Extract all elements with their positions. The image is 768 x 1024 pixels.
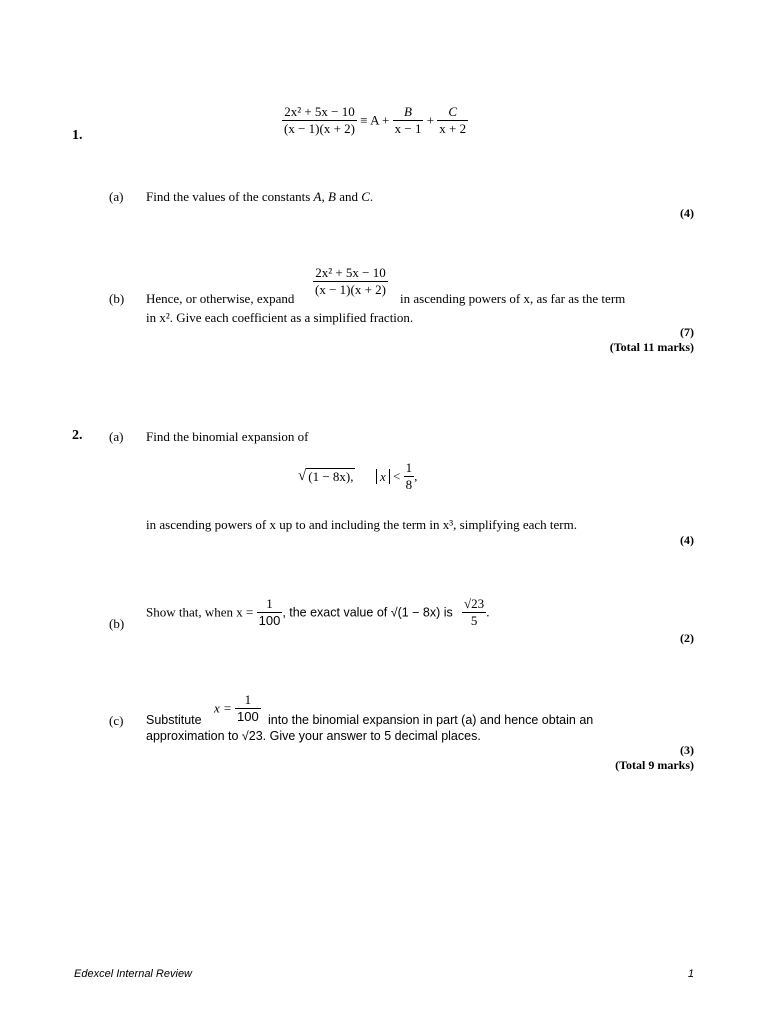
equiv-symbol: ≡ A + <box>360 112 390 128</box>
part-label: (b) <box>109 616 125 631</box>
part-b-line: Show that, when x = $\frac{1}{100}$ , the exact value of √(1 − 8x) is $\frac{√23}{5}$ . <box>146 596 490 628</box>
part-b-text-2: in ascending powers of x, as far as the term <box>400 291 626 306</box>
b-fraction: $\frac{B}{x - 1}$ <box>394 104 422 136</box>
part-label: (b) <box>109 291 125 306</box>
part-a-text-2: in ascending powers of x up to and including the term in x³, simplifying each term. <box>146 517 577 532</box>
expansion-expression: √ (1 − 8x), x < $\frac{1}{8}$ , <box>298 460 418 492</box>
marks: (3) <box>680 743 694 757</box>
sqrt-symbol: √ <box>298 468 307 484</box>
part-label: (c) <box>109 713 124 728</box>
part-c-text-1: Substitute <box>146 713 202 727</box>
part-a-text-1: Find the binomial expansion of <box>146 429 309 444</box>
part-b-text-3: in x². Give each coefficient as a simplified fraction. <box>146 310 414 325</box>
total-marks: (Total 11 marks) <box>609 340 694 354</box>
page-number: 1 <box>687 968 694 980</box>
marks: (4) <box>680 533 694 547</box>
identity-equation: $\frac{\text{2x² + 5x − 10}}{(x - 1)(x + 2)}$ ≡ A + $\frac{B}{x - 1}$ + $\frac{C}{x + 2}$ <box>284 104 467 136</box>
marks: (2) <box>680 631 694 645</box>
part-label: (a) <box>109 429 124 444</box>
c-fraction: $\frac{C}{x + 2}$ <box>439 104 467 136</box>
part-label: (a) <box>109 189 124 204</box>
marks: (7) <box>680 325 694 339</box>
part-c-text-3: approximation to √23. Give your answer to 5 decimal places. <box>146 729 481 743</box>
question-number: 1. <box>72 128 83 143</box>
marks: (4) <box>680 206 694 220</box>
footer-source: Edexcel Internal Review <box>74 968 193 980</box>
total-marks: (Total 9 marks) <box>615 758 694 772</box>
expand-fraction: $\frac{\text{2x² + 5x − 10}}{(x - 1)(x + 2)}$ <box>315 265 386 297</box>
part-a-text: Find the values of the constants A, B and C. <box>146 189 374 204</box>
substitute-x: x = $\frac{1}{100}$ <box>214 692 259 724</box>
lhs-fraction: $\frac{\text{2x² + 5x − 10}}{(x - 1)(x + 2)}$ <box>284 104 355 136</box>
part-b-text-1: Hence, or otherwise, expand <box>146 291 295 306</box>
part-c-text-2: into the binomial expansion in part (a) and hence obtain an <box>268 713 594 727</box>
question-number: 2. <box>72 428 83 443</box>
